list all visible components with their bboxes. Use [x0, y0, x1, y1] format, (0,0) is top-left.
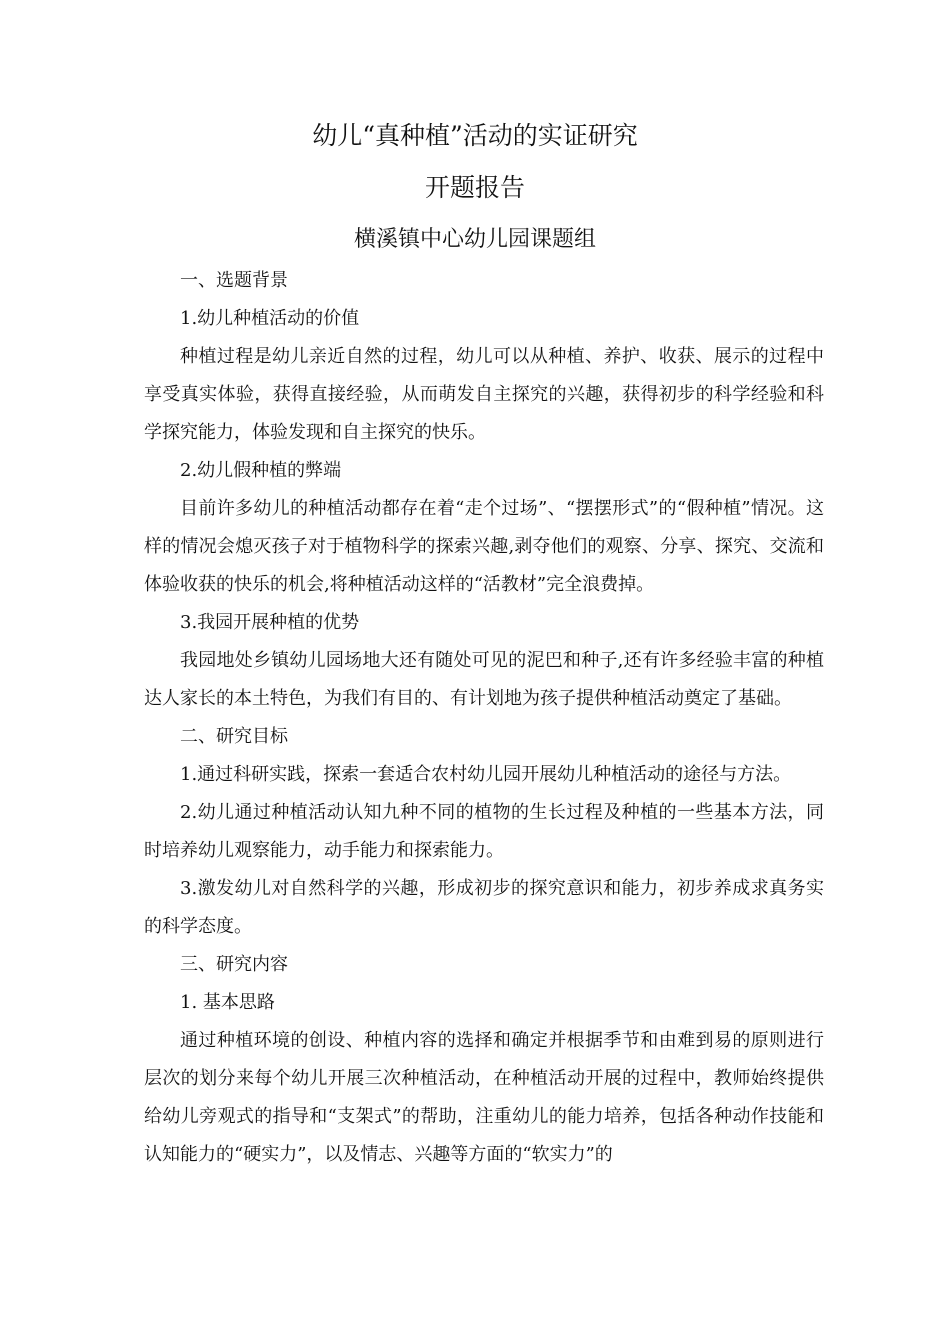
paragraph-goal-1: 1.通过科研实践，探索一套适合农村幼儿园开展幼儿种植活动的途径与方法。: [180, 764, 792, 785]
document-subtitle: 开题报告: [424, 173, 525, 202]
subheading-our-advantage: 3.我园开展种植的优势: [180, 612, 360, 633]
section-heading-content: 三、研究内容: [180, 954, 288, 975]
subheading-fake-planting: 2.幼儿假种植的弊端: [180, 460, 342, 481]
document-title: 幼儿“真种植”活动的实证研究: [312, 121, 638, 150]
paragraph-our-advantage: 我园地处乡镇幼儿园场地大还有随处可见的泥巴和种子,还有许多经验丰富的种植达人家长的本土特色，为我们有目的、有计划地为孩子提供种植活动奠定了基础。: [144, 650, 824, 709]
paragraph-goal-3: 3.激发幼儿对自然科学的兴趣，形成初步的探究意识和能力，初步养成求真务实的科学态度。: [144, 878, 824, 937]
paragraph-planting-value: 种植过程是幼儿亲近自然的过程，幼儿可以从种植、养护、收获、展示的过程中享受真实体验，获得直接经验，从而萌发自主探究的兴趣，获得初步的科学经验和科学探究能力，体验发现和自主探究的快乐。: [144, 346, 824, 443]
section-heading-goals: 二、研究目标: [180, 726, 288, 747]
paragraph-fake-planting: 目前许多幼儿的种植活动都存在着“走个过场”、“摆摆形式”的“假种植”情况。这样的情况会熄灭孩子对于植物科学的探索兴趣,剥夺他们的观察、分享、探究、交流和体验收获的快乐的机会,将种植活动这样的“活教材”完全浪费掉。: [144, 498, 824, 595]
subheading-planting-value: 1.幼儿种植活动的价值: [180, 308, 360, 329]
paragraph-goal-2: 2.幼儿通过种植活动认知九种不同的植物的生长过程及种植的一些基本方法，同时培养幼儿观察能力，动手能力和探索能力。: [144, 802, 824, 861]
section-heading-background: 一、选题背景: [180, 270, 288, 291]
subheading-basic-idea: 1. 基本思路: [180, 992, 275, 1013]
author-organization: 横溪镇中心幼儿园课题组: [353, 227, 596, 252]
document-body: [144, 262, 824, 1174]
paragraph-basic-idea: 通过种植环境的创设、种植内容的选择和确定并根据季节和由难到易的原则进行层次的划分来每个幼儿开展三次种植活动，在种植活动开展的过程中，教师始终提供给幼儿旁观式的指导和“支架式”的帮助，注重幼儿的能力培养，包括各种动作技能和认知能力的“硬实力”，以及情志、兴趣等方面的“软实力”的: [144, 1030, 824, 1165]
